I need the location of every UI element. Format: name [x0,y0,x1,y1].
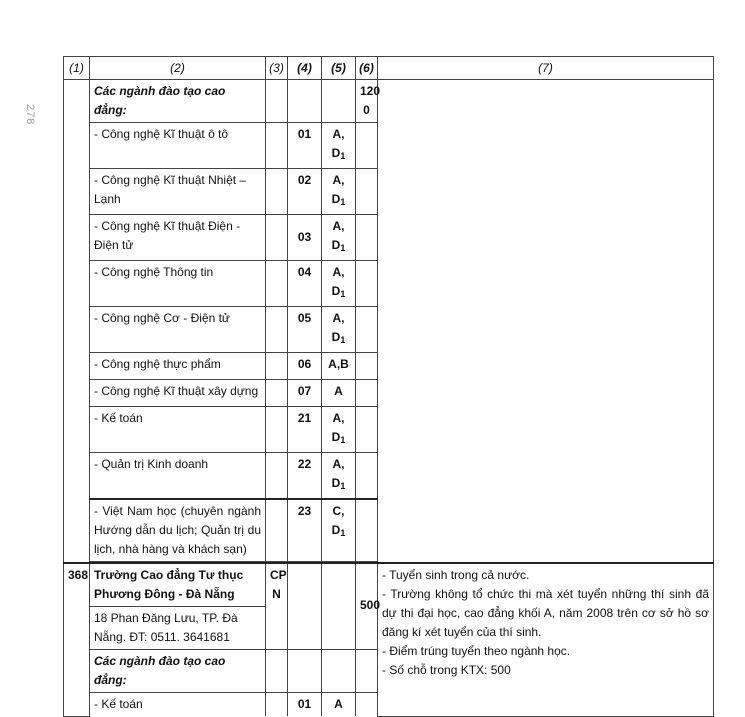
block1-notes-cell [378,80,714,564]
major-name: - Công nghệ Kĩ thuật Nhiệt – Lạnh [90,169,266,215]
major-code: 01 [288,693,322,717]
section-title: Các ngành đào tạo cao đẳng: [90,80,266,123]
major-block: C, $D_1$ [322,499,356,562]
header-row [64,57,714,80]
major-block: A [322,380,356,407]
quota-cell [356,80,381,123]
col-header-5: (5) [322,57,356,80]
major-block: A, $D_1$ [322,307,356,353]
major-name: - Công nghệ thực phẩm [90,353,266,380]
note-line: - Tuyển sinh trong cả nước. [382,568,530,582]
major-block: A, $D_1$ [322,453,356,500]
major-block: A [322,693,356,717]
col-header-1: (1) [64,57,90,80]
note-line: - Điểm trúng tuyển theo ngành học. [382,644,571,658]
major-code: 04 [288,261,322,307]
quota-line-1: 120 [360,84,381,98]
major-code: 22 [288,453,322,500]
major-block: A, $D_1$ [322,123,356,169]
major-block: A, $D_1$ [322,407,356,453]
major-block: A,B [322,353,356,380]
major-block: A, $D_1$ [322,215,356,261]
section-row [64,80,714,123]
quota-line-2: 0 [363,103,370,117]
major-code: 05 [288,307,322,353]
major-name: - Kế toán [90,407,266,453]
major-code: 07 [288,380,322,407]
major-code: 02 [288,169,322,215]
col-header-6: (6) [356,57,378,80]
col-header-3: (3) [266,57,288,80]
col-header-4: (4) [288,57,322,80]
major-name: - Công nghệ Kĩ thuật xây dựng [90,380,266,407]
school-notes [378,563,714,716]
major-block: A, $D_1$ [322,169,356,215]
note-line: - Trường không tổ chức thi mà xét tuyển những thí sinh đã dự thi đại học, cao đẳng khối A, năm 2008 trên cơ sở hồ sơ đăng kí xét tuyển của thí sinh. [382,587,709,639]
major-code: 01 [288,123,322,169]
major-name: - Công nghệ Cơ - Điện tử [90,307,266,353]
major-code: 23 [288,499,322,562]
admissions-table [63,56,714,717]
school-code: CP N [266,563,288,650]
school-row [64,563,714,607]
section-title: Các ngành đào tạo cao đẳng: [90,650,266,693]
school-quota: 500 [356,563,378,650]
note-line: - Số chỗ trong KTX: 500 [382,663,511,677]
major-name: - Công nghệ Kĩ thuật Điện - Điện tử [90,215,266,261]
major-code: 21 [288,407,322,453]
major-code: 03 [288,215,322,261]
school-address: 18 Phan Đăng Lưu, TP. Đà Nẵng. ĐT: 0511. 3641681 [90,607,266,650]
school-name: Trường Cao đẳng Tư thục Phương Đông - Đà Nẵng [90,563,266,607]
major-name: - Kế toán [90,693,266,717]
col-header-2: (2) [90,57,266,80]
page-number: 278 [24,104,36,126]
major-name: - Quản trị Kinh doanh [90,453,266,500]
col-header-7: (7) [378,57,714,80]
school-number: 368 [64,563,90,716]
block1-number-cell [64,80,90,564]
major-block: A, $D_1$ [322,261,356,307]
major-name: - Việt Nam học (chuyên ngành Hướng dẫn du lịch; Quản trị du lịch, nhà hàng và khách sạn) [90,499,266,562]
major-code: 06 [288,353,322,380]
major-name: - Công nghệ Thông tin [90,261,266,307]
major-name: - Công nghệ Kĩ thuật ô tô [90,123,266,169]
